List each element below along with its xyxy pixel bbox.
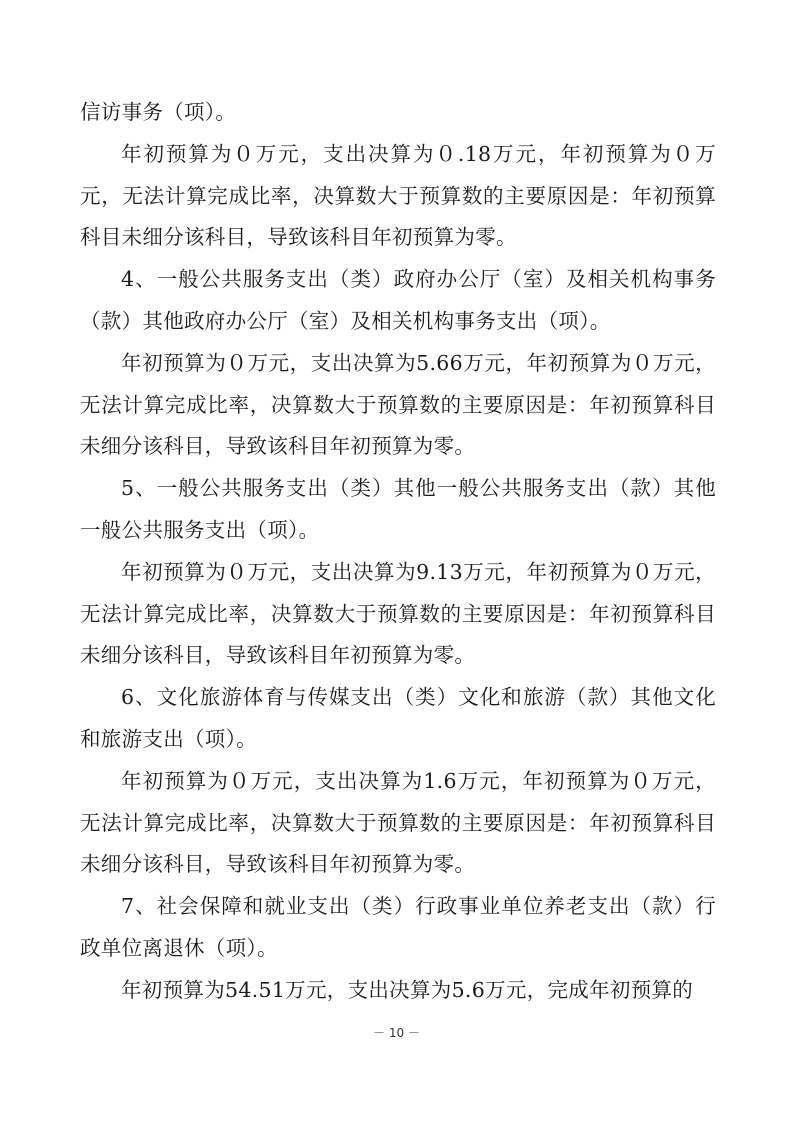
- paragraph-3: 4、一般公共服务支出（类）政府办公厅（室）及相关机构事务（款）其他政府办公厅（室）及相关机构事务支出（项）。: [80, 267, 716, 333]
- paragraph-4: 年初预算为０万元，支出决算为5.66万元，年初预算为０万元，无法计算完成比率，决算数大于预算数的主要原因是：年初预算科目未细分该科目，导致该科目年初预算为零。: [80, 350, 716, 459]
- paragraph-2: 年初预算为０万元，支出决算为０.18万元，年初预算为０万元，无法计算完成比率，决算数大于预算数的主要原因是：年初预算科目未细分该科目，导致该科目年初预算为零。: [80, 141, 716, 250]
- paragraph-9: 7、社会保障和就业支出（类）行政事业单位养老支出（款）行政单位离退休（项）。: [80, 894, 716, 960]
- paragraph-10: 年初预算为54.51万元，支出决算为5.6万元，完成年初预算的: [121, 977, 694, 1002]
- paragraph-7: 6、文化旅游体育与传媒支出（类）文化和旅游（款）其他文化和旅游支出（项）。: [80, 685, 716, 751]
- page-number: － 10 －: [373, 1026, 420, 1040]
- paragraph-6: 年初预算为０万元，支出决算为9.13万元，年初预算为０万元，无法计算完成比率，决算数大于预算数的主要原因是：年初预算科目未细分该科目，导致该科目年初预算为零。: [80, 559, 716, 668]
- document-body: [80, 92, 716, 1012]
- paragraph-8: 年初预算为０万元，支出决算为1.6万元，年初预算为０万元，无法计算完成比率，决算数大于预算数的主要原因是：年初预算科目未细分该科目，导致该科目年初预算为零。: [80, 768, 716, 877]
- paragraph-1: 信访事务（项）。: [80, 100, 237, 124]
- paragraph-5: 5、一般公共服务支出（类）其他一般公共服务支出（款）其他一般公共服务支出（项）。: [80, 476, 716, 542]
